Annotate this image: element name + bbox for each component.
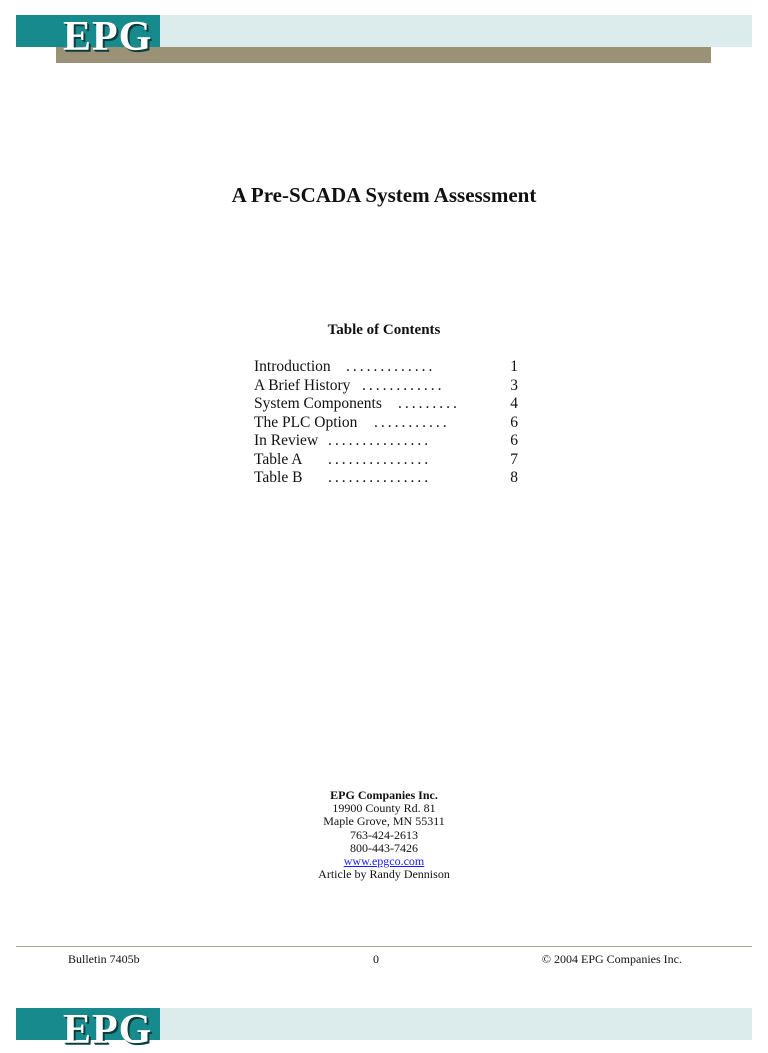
toc-item[interactable] xyxy=(254,432,518,451)
toc-item-label: Table A xyxy=(254,450,303,468)
bulletin-number: Bulletin 7405b xyxy=(68,952,140,966)
footer-divider xyxy=(16,946,752,947)
toc-item-page: 4 xyxy=(510,395,518,412)
company-name: EPG Companies Inc. xyxy=(330,788,438,802)
toc-item-page: 1 xyxy=(510,358,518,375)
toc-leader-dots: ........... xyxy=(374,413,450,431)
toc-leader-dots: ............... xyxy=(328,469,432,486)
toc-item-page: 8 xyxy=(510,469,518,486)
document-title: A Pre-SCADA System Assessment xyxy=(231,183,537,207)
toc-item[interactable] xyxy=(254,451,518,470)
copyright-notice: © 2004 EPG Companies Inc. xyxy=(541,952,682,966)
table-of-contents xyxy=(254,358,518,488)
epg-logo: EPG xyxy=(63,1007,153,1053)
toc-item[interactable] xyxy=(254,395,518,414)
toc-leader-dots: ............... xyxy=(328,450,432,468)
toc-item-page: 7 xyxy=(510,450,518,468)
epg-logo: EPG xyxy=(63,14,153,60)
toc-item-label: System Components xyxy=(254,395,382,412)
toc-leader-dots: ......... xyxy=(398,395,460,412)
toc-item-page: 6 xyxy=(510,413,518,431)
phone-number: 763-424-2613 xyxy=(350,827,418,842)
toc-item[interactable] xyxy=(254,414,518,433)
toll-free-number: 800-443-7426 xyxy=(350,840,418,855)
toc-leader-dots: ............... xyxy=(328,432,432,449)
toc-item-label: Introduction xyxy=(254,358,331,375)
article-author: Article by Randy Dennison xyxy=(318,867,450,882)
toc-item[interactable] xyxy=(254,469,518,488)
city-state-zip: Maple Grove, MN 55311 xyxy=(323,814,445,829)
toc-item-label: The PLC Option xyxy=(254,413,358,431)
toc-leader-dots: ............ xyxy=(362,376,445,394)
contact-block xyxy=(0,789,768,881)
website-link[interactable]: www.epgco.com xyxy=(343,854,425,869)
toc-item-label: A Brief History xyxy=(254,376,351,394)
street-address: 19900 County Rd. 81 xyxy=(332,801,436,816)
toc-heading: Table of Contents xyxy=(327,322,441,338)
toc-item-page: 3 xyxy=(510,376,518,394)
header-rule-bar xyxy=(56,47,711,63)
toc-leader-dots: ............. xyxy=(346,358,436,375)
toc-item[interactable] xyxy=(254,377,518,396)
toc-item-page: 6 xyxy=(510,432,518,449)
toc-item-label: In Review xyxy=(254,432,319,449)
toc-item-label: Table B xyxy=(254,469,303,486)
page-number: 0 xyxy=(373,952,379,966)
toc-item[interactable] xyxy=(254,358,518,377)
